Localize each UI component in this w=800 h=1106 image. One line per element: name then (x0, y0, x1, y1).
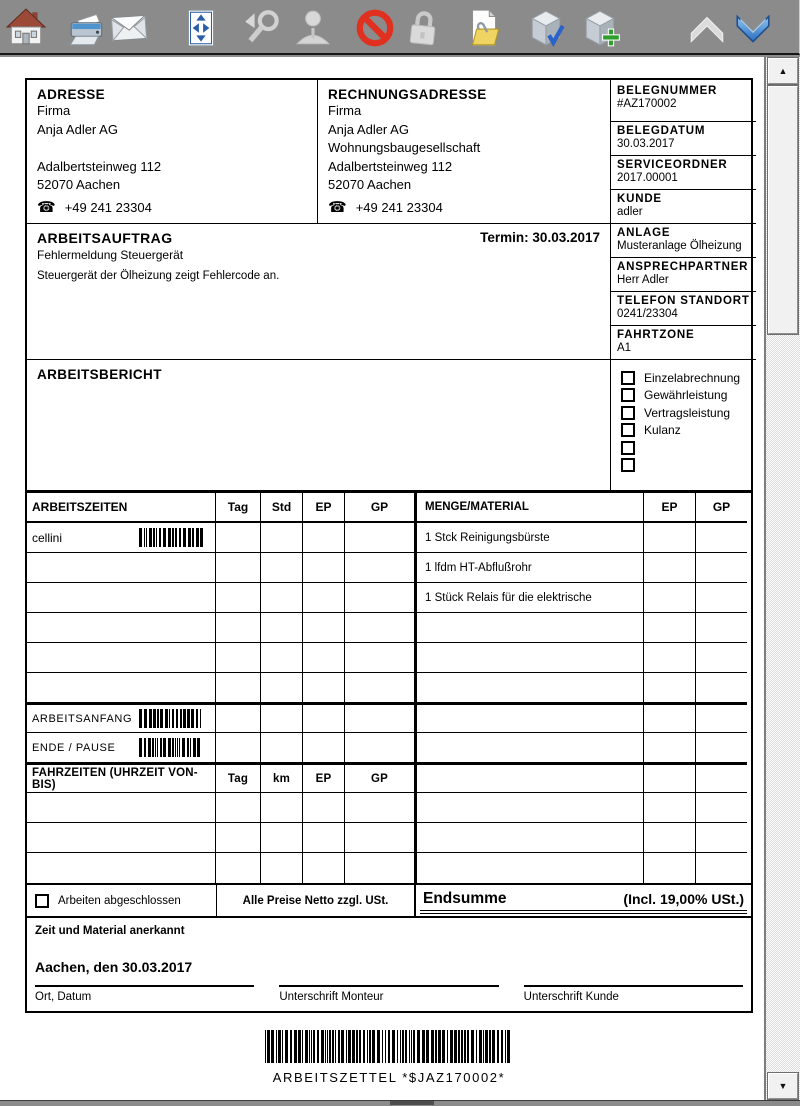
billing-address-title: RECHNUNGSADRESSE (328, 87, 487, 102)
address-line: 52070 Aachen (37, 177, 121, 192)
table-cell-r10-c7 (696, 793, 747, 823)
table-cell-r2-c7 (696, 553, 747, 583)
field-label: TELEFON STANDORT (617, 295, 750, 307)
scroll-down-icon: ▼ (778, 1081, 788, 1091)
field-label: BELEGDATUM (617, 125, 706, 137)
table-cell-r1-c5: 1 Stck Reinigungsbürste (415, 523, 644, 553)
table-cell-r12-c5 (415, 853, 644, 883)
table-cell-r6-c1 (216, 673, 261, 703)
field-belegdatum (611, 122, 756, 156)
row-label: cellini (32, 530, 63, 545)
address-line: Anja Adler AG (37, 121, 118, 137)
home-icon (5, 36, 47, 53)
table-cell-r4-c4 (345, 613, 415, 643)
table-cell-r0-c0: ARBEITSZEITEN (27, 493, 216, 523)
table-cell-r7-c4 (345, 703, 415, 733)
table-cell-r3-c1 (216, 583, 261, 613)
table-cell-r5-c5 (415, 643, 644, 673)
address-line (37, 139, 307, 158)
table-cell-r8-c5 (415, 733, 644, 763)
table-cell-r9-c1: Tag (216, 763, 261, 793)
table-cell-r12-c1 (216, 853, 261, 883)
address-title: ADRESSE (37, 87, 106, 102)
field-value: A1 (617, 342, 632, 354)
table-cell-r1-c6 (644, 523, 696, 553)
table-cell-r5-c7 (696, 643, 747, 673)
work-order-title: ARBEITSAUFTRAG (37, 230, 173, 246)
signature-field (35, 985, 254, 1003)
signature-section (25, 918, 753, 1013)
checkbox-label: Vertragsleistung (644, 405, 731, 420)
document-page (0, 57, 764, 1100)
table-cell-r7-c5 (415, 703, 644, 733)
table-cell-r1-c3 (303, 523, 345, 553)
field-value: 2017.00001 (617, 172, 678, 184)
table-cell-r6-c7 (696, 673, 747, 703)
billing-address-phone: +49 241 23304 (355, 199, 443, 215)
table-cell-r2-c1 (216, 553, 261, 583)
table-cell-r6-c4 (345, 673, 415, 703)
chevron-down-icon (732, 36, 774, 53)
work-report-section (27, 360, 611, 490)
vertical-scrollbar[interactable] (764, 57, 800, 1100)
field-fahrtzone (611, 326, 756, 360)
checkbox (621, 406, 635, 420)
table-cell-r12-c3 (303, 853, 345, 883)
checkbox-label: Kulanz (644, 423, 681, 438)
table-cell-r10-c2 (261, 793, 303, 823)
net-note-cell: Alle Preise Netto zzgl. USt. (217, 885, 416, 916)
work-material-table (25, 491, 753, 885)
box-check-button[interactable] (526, 7, 568, 49)
vat-note: (Incl. 19,00% USt.) (623, 890, 744, 907)
chevron-up-icon (686, 36, 728, 53)
checkbox (621, 458, 635, 472)
next-down-button[interactable] (732, 7, 774, 49)
table-cell-r2-c6 (644, 553, 696, 583)
table-cell-r12-c0 (27, 853, 216, 883)
work-done-cell (27, 885, 217, 916)
table-cell-r4-c2 (261, 613, 303, 643)
block-icon (354, 36, 396, 53)
signature-label: Unterschrift Monteur (279, 991, 384, 1003)
checkbox-row (621, 404, 746, 422)
billing-address-line: Wohnungsbaugesellschaft (328, 140, 481, 155)
table-cell-r7-c7 (696, 703, 747, 733)
table-cell-r12-c4 (345, 853, 415, 883)
search-back-icon (242, 36, 284, 53)
field-label: FAHRTZONE (617, 329, 695, 341)
table-cell-r3-c7 (696, 583, 747, 613)
table-cell-r3-c3 (303, 583, 345, 613)
checkbox-row (621, 387, 746, 405)
row-barcode (139, 709, 204, 728)
table-cell-r5-c1 (216, 643, 261, 673)
address-block (27, 80, 318, 224)
field-ansprechpartner (611, 258, 756, 292)
table-cell-r11-c4 (345, 823, 415, 853)
field-kunde (611, 190, 756, 224)
table-cell-r0-c3: EP (303, 493, 345, 523)
scroll-up-icon: ▲ (778, 66, 788, 76)
table-cell-r7-c0 (27, 703, 216, 733)
field-anlage (611, 224, 756, 258)
address-line: Adalbertsteinweg 112 (37, 158, 162, 174)
table-cell-r1-c4 (345, 523, 415, 553)
table-cell-r10-c5 (415, 793, 644, 823)
table-cell-r0-c6: EP (644, 493, 696, 523)
table-cell-r6-c2 (261, 673, 303, 703)
lock-icon (402, 36, 444, 53)
table-cell-r12-c7 (696, 853, 747, 883)
table-cell-r11-c2 (261, 823, 303, 853)
table-cell-r11-c5 (415, 823, 644, 853)
row-barcode (139, 738, 204, 757)
table-cell-r8-c2 (261, 733, 303, 763)
field-value: Herr Adler (617, 274, 669, 286)
table-cell-r9-c4: GP (345, 763, 415, 793)
fit-page-icon (180, 36, 222, 53)
acknowledged-label: Zeit und Material anerkannt (35, 925, 185, 937)
prev-up-button (686, 7, 728, 49)
mail-button[interactable] (108, 7, 150, 49)
splitter-notch[interactable] (390, 1101, 434, 1105)
field-label: ANLAGE (617, 227, 671, 239)
checkbox (621, 423, 635, 437)
billing-address-line: Firma (328, 103, 362, 118)
table-cell-r0-c1: Tag (216, 493, 261, 523)
fit-page-button[interactable] (180, 7, 222, 49)
signature-field (279, 985, 498, 1003)
field-label: KUNDE (617, 193, 662, 205)
document-barcode-block (25, 1030, 753, 1085)
total-cell (416, 885, 751, 916)
checkbox-row (621, 422, 746, 440)
table-cell-r3-c0 (27, 583, 216, 613)
table-cell-r11-c3 (303, 823, 345, 853)
checkbox-row (621, 457, 746, 475)
table-cell-r0-c4: GP (345, 493, 415, 523)
scroll-up-button[interactable] (768, 58, 798, 84)
field-label: BELEGNUMMER (617, 85, 718, 97)
table-cell-r7-c6 (644, 703, 696, 733)
billing-type-checkboxes (611, 360, 756, 490)
signature-label: Unterschrift Kunde (523, 991, 619, 1003)
table-cell-r2-c0 (27, 553, 216, 583)
print-button[interactable] (66, 7, 108, 49)
field-value: #AZ170002 (617, 98, 677, 110)
field-value: 30.03.2017 (617, 138, 675, 150)
mail-icon (108, 36, 150, 53)
table-cell-r5-c0 (27, 643, 216, 673)
form-header-section (25, 78, 753, 492)
table-cell-r4-c6 (644, 613, 696, 643)
work-done-label: Arbeiten abgeschlossen (58, 894, 181, 907)
field-serviceordner (611, 156, 756, 190)
signature-line (279, 985, 498, 987)
table-cell-r7-c2 (261, 703, 303, 733)
table-cell-r11-c7 (696, 823, 747, 853)
table-cell-r9-c6 (644, 763, 696, 793)
field-value: adler (617, 206, 643, 218)
table-cell-r8-c6 (644, 733, 696, 763)
table-cell-r4-c0 (27, 613, 216, 643)
table-cell-r6-c3 (303, 673, 345, 703)
signature-label: Ort, Datum (35, 991, 92, 1003)
checkbox (621, 441, 635, 455)
table-cell-r8-c3 (303, 733, 345, 763)
double-rule (420, 910, 747, 914)
checkbox-row (621, 439, 746, 457)
row-barcode (139, 528, 204, 547)
work-report-title: ARBEITSBERICHT (37, 367, 162, 382)
table-cell-r9-c7 (696, 763, 747, 793)
table-cell-r3-c5: 1 Stück Relais für die elektrische (415, 583, 644, 613)
box-add-icon (580, 36, 622, 53)
box-check-icon (526, 36, 568, 53)
table-cell-r8-c1 (216, 733, 261, 763)
row-label: ARBEITSANFANG (32, 712, 133, 725)
table-cell-r2-c2 (261, 553, 303, 583)
info-fields-panel (611, 80, 756, 360)
work-order-termin: Termin: 30.03.2017 (480, 230, 600, 245)
table-cell-r2-c3 (303, 553, 345, 583)
table-cell-r10-c1 (216, 793, 261, 823)
table-cell-r1-c1 (216, 523, 261, 553)
table-cell-r7-c3 (303, 703, 345, 733)
user-search-button (292, 7, 334, 49)
field-value: Musteranlage Ölheizung (617, 240, 742, 252)
work-order-section (27, 224, 611, 360)
place-date: Aachen, den 30.03.2017 (35, 959, 193, 975)
table-cell-r9-c0: FAHRZEITEN (UHRZEIT VON-BIS) (27, 763, 216, 793)
table-cell-r10-c3 (303, 793, 345, 823)
table-cell-r5-c4 (345, 643, 415, 673)
address-phone: +49 241 23304 (64, 199, 152, 215)
table-cell-r6-c5 (415, 673, 644, 703)
table-cell-r4-c1 (216, 613, 261, 643)
window-bottom-edge (0, 1100, 800, 1106)
table-cell-r12-c6 (644, 853, 696, 883)
table-cell-r12-c2 (261, 853, 303, 883)
table-cell-r1-c0 (27, 523, 216, 553)
signature-line (524, 985, 743, 987)
table-cell-r11-c6 (644, 823, 696, 853)
table-cell-r11-c0 (27, 823, 216, 853)
field-telefon-standort (611, 292, 756, 326)
table-cell-r10-c6 (644, 793, 696, 823)
table-cell-r6-c0 (27, 673, 216, 703)
table-cell-r5-c2 (261, 643, 303, 673)
billing-address-block (318, 80, 611, 224)
table-cell-r4-c3 (303, 613, 345, 643)
toolbar (0, 0, 800, 55)
printer-icon (66, 36, 108, 53)
work-order-subject: Fehlermeldung Steuergerät (37, 248, 184, 262)
table-cell-r1-c7 (696, 523, 747, 553)
table-cell-r0-c5: MENGE/MATERIAL (415, 493, 644, 523)
note-icon (462, 36, 504, 53)
table-cell-r3-c2 (261, 583, 303, 613)
document-barcode (265, 1030, 513, 1063)
totals-row (25, 883, 753, 918)
table-cell-r8-c0 (27, 733, 216, 763)
box-add-button[interactable] (580, 7, 622, 49)
field-label: SERVICEORDNER (617, 159, 728, 171)
table-cell-r4-c7 (696, 613, 747, 643)
table-cell-r5-c3 (303, 643, 345, 673)
scrollbar-thumb[interactable] (768, 86, 798, 334)
phone-icon: ☎ (37, 198, 56, 216)
note-button[interactable] (462, 7, 504, 49)
barcode-caption: ARBEITSZETTEL *$JAZ170002* (272, 1070, 506, 1085)
checkbox (621, 388, 635, 402)
table-cell-r1-c2 (261, 523, 303, 553)
table-cell-r6-c6 (644, 673, 696, 703)
arbeitszettel-form (25, 78, 753, 1085)
billing-address-line: Adalbertsteinweg 112 (328, 158, 453, 174)
scroll-down-button[interactable] (768, 1073, 798, 1099)
block-button[interactable] (354, 7, 396, 49)
table-cell-r11-c1 (216, 823, 261, 853)
table-cell-r3-c4 (345, 583, 415, 613)
table-cell-r9-c5 (415, 763, 644, 793)
table-cell-r4-c5 (415, 613, 644, 643)
address-line: Firma (37, 103, 71, 118)
table-cell-r9-c3: EP (303, 763, 345, 793)
table-cell-r5-c6 (644, 643, 696, 673)
checkbox (35, 894, 49, 908)
checkbox-row (621, 369, 746, 387)
table-cell-r2-c5: 1 lfdm HT-Abflußrohr (415, 553, 644, 583)
signature-line (35, 985, 254, 987)
checkbox-label: Einzelabrechnung (644, 370, 741, 385)
field-belegnummer (611, 80, 756, 122)
billing-address-line: 52070 Aachen (328, 177, 412, 192)
table-cell-r3-c6 (644, 583, 696, 613)
lock-button (402, 7, 444, 49)
table-cell-r9-c2: km (261, 763, 303, 793)
work-order-description: Steuergerät der Ölheizung zeigt Fehlercode an. (37, 270, 280, 282)
table-cell-r7-c1 (216, 703, 261, 733)
checkbox (621, 371, 635, 385)
table-cell-r2-c4 (345, 553, 415, 583)
table-cell-r10-c4 (345, 793, 415, 823)
phone-icon: ☎ (328, 198, 347, 216)
field-value: 0241/23304 (617, 308, 678, 320)
row-label: ENDE / PAUSE (32, 741, 116, 754)
search-back-button (242, 7, 284, 49)
field-label: ANSPRECHPARTNER (617, 261, 749, 273)
table-cell-r8-c7 (696, 733, 747, 763)
table-cell-r10-c0 (27, 793, 216, 823)
total-label: Endsumme (423, 889, 507, 907)
table-cell-r0-c2: Std (261, 493, 303, 523)
home-button[interactable] (5, 7, 47, 49)
signature-field (524, 985, 743, 1003)
user-search-icon (292, 36, 334, 53)
table-cell-r0-c7: GP (696, 493, 747, 523)
billing-address-line: Anja Adler AG (328, 121, 409, 137)
table-cell-r8-c4 (345, 733, 415, 763)
checkbox-label: Gewährleistung (644, 388, 728, 403)
